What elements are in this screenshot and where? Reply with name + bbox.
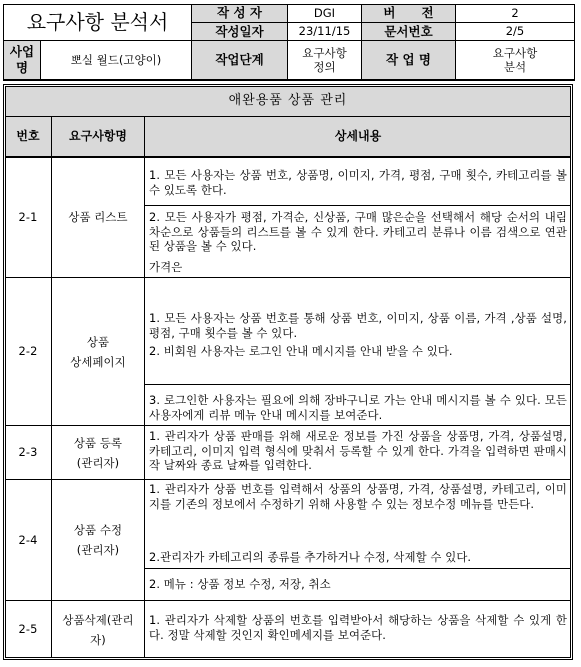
detail-paragraph: 2. 비회원 사용자는 로그인 안내 메시지를 안내 받을 수 있다.: [149, 344, 453, 358]
row-number: 2-3: [18, 445, 38, 460]
document-title: 요구사항 분석서: [26, 10, 169, 34]
requirement-name: [52, 278, 144, 425]
task-value: [456, 41, 574, 79]
row-number: 2-5: [18, 622, 38, 637]
task-value-line-2: 분석: [503, 60, 527, 74]
version-label: 버 전: [383, 5, 434, 21]
project-label-line-2: 명: [15, 60, 29, 75]
doc-number-label: 문서번호: [384, 23, 433, 39]
requirement-name-line-2: 상세페이지: [70, 354, 126, 369]
requirement-name-line-2: (관리자): [76, 455, 120, 470]
phase-value-line-1: 요구사항: [302, 45, 347, 60]
requirement-name-line-1: 상품 등록: [73, 435, 123, 450]
detail-paragraph: 1. 관리자가 상품 판매를 위해 새로운 정보를 가진 상품을 상품명, 가격, 상품설명, 카테고리, 이미지 입력 형식에 맞춰서 등록할 수 있게 한다. 가격을 입력하면 판매시작 날짜와 종료 날짜를 입력한다.: [149, 429, 567, 472]
author-value: DGI: [313, 5, 336, 20]
author-label: 작 성 자: [217, 5, 262, 21]
detail-paragraph: 2. 모든 사용자가 평점, 가격순, 신상품, 구매 많은순을 선택해서 해당 순서의 내림차순으로 상품들의 리스트를 볼 수 있게 한다. 카테고리 분류나 이름 검색으로 연관된 상품을 볼 수 있다.: [149, 210, 567, 253]
phase-value-line-2: 정의: [313, 60, 336, 74]
requirement-name: [52, 601, 144, 658]
column-header-number: 번호: [16, 129, 40, 143]
task-label: 작 업 명: [386, 52, 431, 68]
column-header-name: 요구사항명: [69, 129, 127, 143]
row-number: 2-1: [18, 210, 38, 225]
requirement-name-line-1: 상품삭제(관리: [62, 612, 134, 627]
project-label-line-1: 사업: [9, 44, 35, 60]
section-title: 애완용품 상품 관리: [228, 93, 348, 109]
requirement-name: [52, 480, 144, 600]
requirement-name-line-1: 상품 수정: [73, 523, 123, 537]
doc-number-value: 2/5: [505, 24, 525, 39]
row-number: 2-4: [18, 532, 38, 547]
row-number: 2-2: [18, 344, 38, 359]
detail-paragraph: 1. 관리자가 삭제할 상품의 번호를 입력받아서 해당하는 상품을 삭제할 수 있게 한다. 정말 삭제할 것인지 확인메세지를 보여준다.: [149, 613, 567, 642]
version-value: 2: [511, 5, 519, 20]
project-value: 뽀실 월드(고양이): [70, 52, 162, 67]
detail-paragraph: 1. 모든 사용자는 상품 번호를 통해 상품 번호, 이미지, 상품 이름, 가격 ,상품 설명, 평점, 구매 횟수를 볼 수 있다.: [149, 311, 567, 340]
detail-paragraph: 2.관리자가 카테고리의 종류를 추가하거나 수정, 삭제할 수 있다.: [149, 550, 472, 564]
requirement-name-line-2: (관리자): [76, 543, 120, 557]
column-header-detail: 상세내용: [334, 129, 382, 143]
requirement-name-line-1: 상품: [86, 334, 110, 349]
detail-paragraph: 3. 로그인한 사용자는 필요에 의해 장바구니로 가는 안내 메시지를 볼 수 있다. 모든 사용자에게 리뷰 메뉴 안내 메시지를 보여준다.: [149, 393, 567, 422]
project-label: [4, 41, 40, 79]
requirement-name: 상품 리스트: [68, 210, 128, 225]
phase-label: 작업단계: [215, 52, 264, 68]
phase-value: [288, 41, 361, 79]
date-label: 작성일자: [215, 23, 264, 39]
requirement-name: [52, 426, 144, 479]
task-value-line-1: 요구사항: [492, 45, 538, 60]
detail-paragraph: 1. 모든 사용자는 상품 번호, 상품명, 이미지, 가격, 평점, 구매 횟수, 카테고리를 볼 수 있도록 한다.: [149, 168, 567, 197]
detail-paragraph: 2. 메뉴 : 상품 정보 수정, 저장, 취소: [149, 577, 331, 591]
detail-paragraph: 가격은: [149, 260, 183, 274]
detail-paragraph: 1. 관리자가 상품 번호를 입력해서 상품의 상품명, 가격, 상품설명, 카테고리, 이미지를 기존의 정보에서 수정하기 위해 사용할 수 있는 정보수정 메뉴를 만든다.: [149, 482, 567, 511]
date-value: 23/11/15: [298, 24, 351, 39]
requirement-name-line-2: 자): [90, 632, 106, 647]
